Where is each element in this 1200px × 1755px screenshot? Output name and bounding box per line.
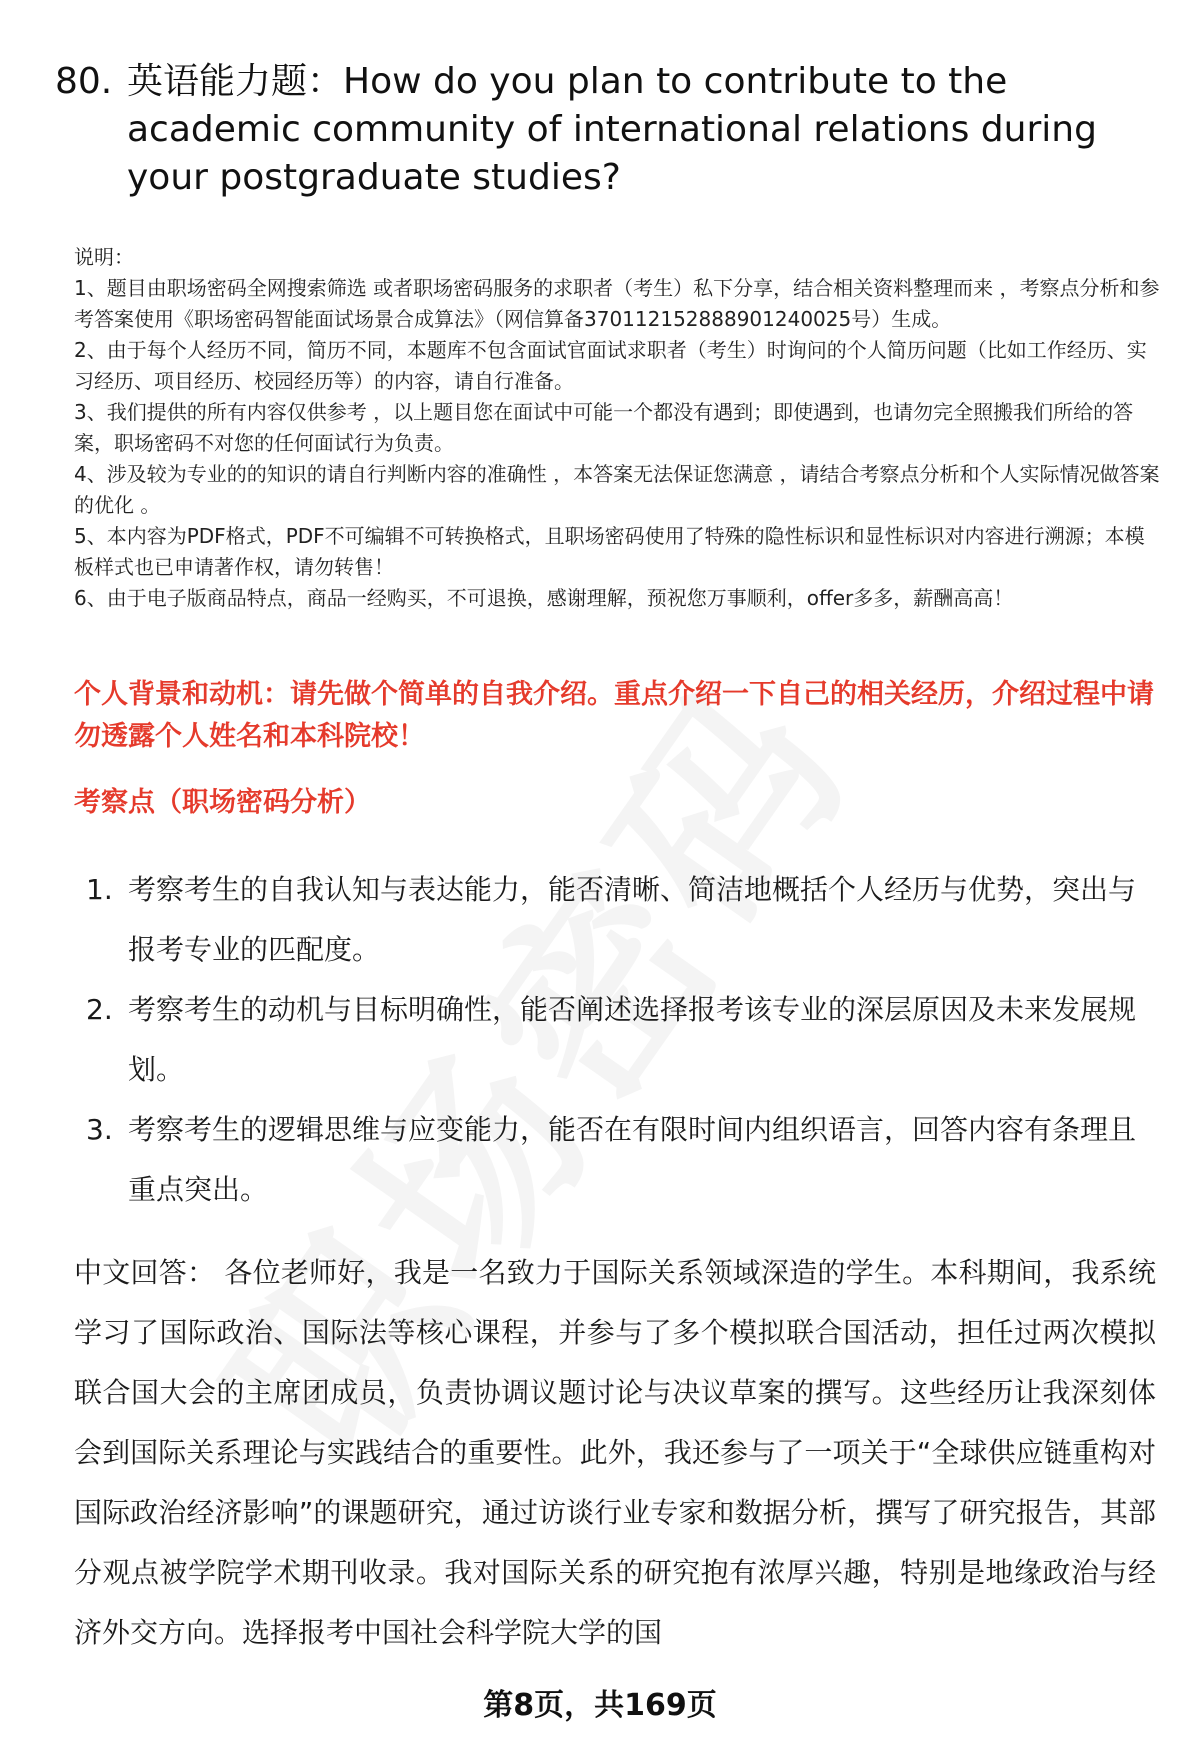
- note-item: 4、涉及较为专业的的知识的请自行判断内容的准确性 ，本答案无法保证您满意 ，请结合考察点分析和个人实际情况做答案的优化 。: [74, 462, 1160, 517]
- list-item-text: 考察考生的自我认知与表达能力，能否清晰、简洁地概括个人经历与优势，突出与报考专业的匹配度。: [128, 873, 1137, 966]
- list-item-number: 3.: [86, 1113, 113, 1146]
- list-item-text: 考察考生的动机与目标明确性，能否阐述选择报考该专业的深层原因及未来发展规划。: [128, 993, 1137, 1086]
- note-item: 3、我们提供的所有内容仅供参考 ，以上题目您在面试中可能一个都没有遇到；即使遇到，也请勿完全照搬我们所给的答案，职场密码不对您的任何面试行为负责。: [74, 400, 1134, 455]
- note-item: 6、由于电子版商品特点，商品一经购买，不可退换，感谢理解，预祝您万事顺利，offer多多，薪酬高高！: [74, 586, 1014, 610]
- list-item-number: 2.: [86, 993, 113, 1026]
- question-number: 80.: [55, 61, 113, 102]
- question-title: [55, 58, 1165, 202]
- page-footer: 第8页，共169页: [483, 1688, 717, 1723]
- list-item-number: 1.: [86, 873, 113, 906]
- question-text: 英语能力题：How do you plan to contribute to the academic community of international relations during your postgraduate studies?: [127, 61, 1097, 198]
- note-item: 1、题目由职场密码全网搜索筛选 或者职场密码服务的求职者（考生）私下分享，结合相关资料整理而来 ，考察点分析和参考答案使用《职场密码智能面试场景合成算法》（网信算备370112152888901240025号）生成。: [74, 276, 1160, 331]
- list-item: [74, 980, 1154, 1100]
- analysis-heading: 考察点（职场密码分析）: [74, 787, 371, 818]
- notes-section: [74, 242, 1164, 614]
- list-item-text: 考察考生的逻辑思维与应变能力，能否在有限时间内组织语言，回答内容有条理且重点突出。: [128, 1113, 1137, 1206]
- note-item: 2、由于每个人经历不同，简历不同，本题库不包含面试官面试求职者（考生）时询问的个人简历问题（比如工作经历、实习经历、项目经历、校园经历等）的内容，请自行准备。: [74, 338, 1147, 393]
- note-item: 5、本内容为PDF格式，PDF不可编辑不可转换格式，且职场密码使用了特殊的隐性标识和显性标识对内容进行溯源；本模板样式也已申请著作权，请勿转售！: [74, 524, 1145, 579]
- chinese-answer: 中文回答： 各位老师好，我是一名致力于国际关系领域深造的学生。本科期间，我系统学习了国际政治、国际法等核心课程，并参与了多个模拟联合国活动，担任过两次模拟联合国大会的主席团成员，负责协调议题讨论与决议草案的撰写。这些经历让我深刻体会到国际关系理论与实践结合的重要性。此外，我还参与了一项关于“全球供应链重构对国际政治经济影响”的课题研究，通过访谈行业专家和数据分析，撰写了研究报告，其部分观点被学院学术期刊收录。我对国际关系的研究抱有浓厚兴趣，特别是地缘政治与经济外交方向。选择报考中国社会科学院大学的国: [74, 1256, 1156, 1649]
- list-item: [74, 860, 1154, 980]
- notes-heading: 说明：: [74, 245, 134, 269]
- background-heading: 个人背景和动机：请先做个简单的自我介绍。重点介绍一下自己的相关经历，介绍过程中请勿透露个人姓名和本科院校！: [74, 679, 1154, 752]
- analysis-list: [74, 860, 1154, 1220]
- list-item: [74, 1100, 1154, 1220]
